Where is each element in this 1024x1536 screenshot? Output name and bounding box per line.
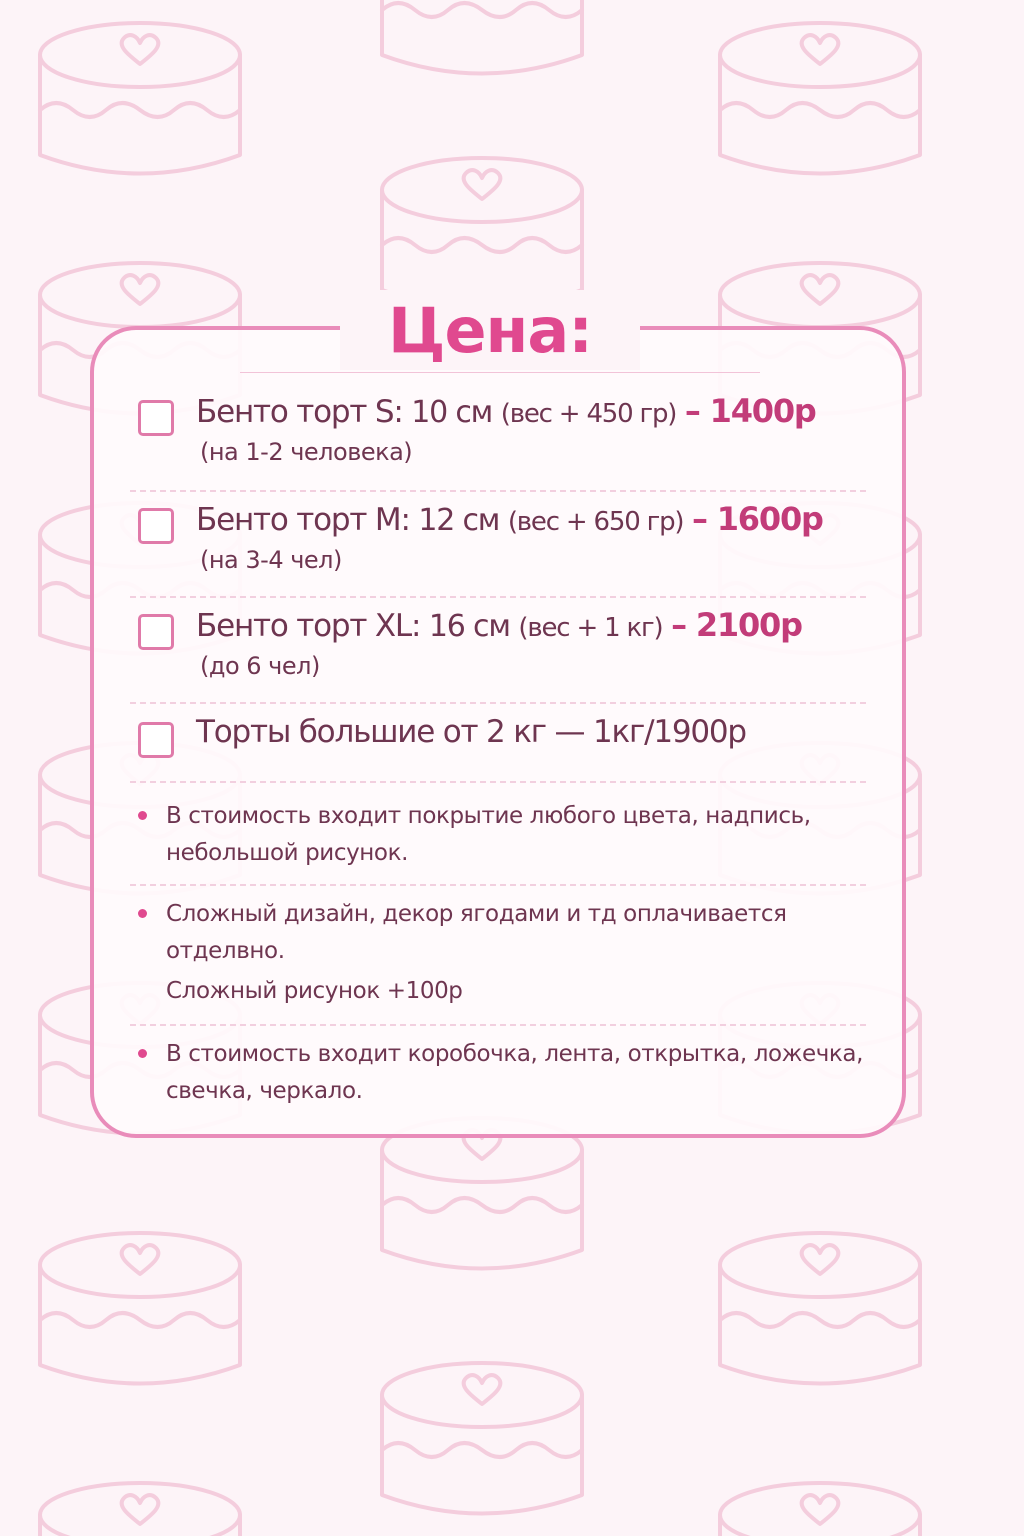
row-divider	[130, 884, 866, 886]
item-weight: (вес + 450 гр)	[500, 399, 677, 429]
checkbox-s[interactable]	[138, 400, 174, 436]
checkbox-m[interactable]	[138, 508, 174, 544]
checkbox-xl[interactable]	[138, 614, 174, 650]
note-text: В стоимость входит коробочка, лента, открытка, ложечка, свечка, черкало.	[166, 1041, 864, 1104]
bullet-icon	[138, 811, 147, 820]
item-price: – 1600р	[692, 500, 823, 538]
cake-icon-3	[720, 23, 920, 174]
item-name: Бенто торт XL:	[196, 608, 421, 644]
cake-icon-13	[382, 1118, 582, 1269]
item-price: – 1400р	[684, 392, 816, 430]
price-line-large	[196, 714, 746, 750]
item-size: 16 см	[428, 609, 510, 644]
item-size: 10 см	[411, 395, 493, 430]
price-line-xl	[196, 606, 802, 644]
checkbox-large[interactable]	[138, 722, 174, 758]
price-line-s	[196, 392, 816, 430]
bullet-icon	[138, 1049, 147, 1058]
row-divider	[130, 702, 866, 704]
title-divider	[240, 372, 760, 373]
cake-icon-16	[382, 1363, 582, 1514]
cake-icon-15	[720, 1233, 920, 1384]
item-price: – 2100р	[671, 606, 802, 644]
row-divider	[130, 490, 866, 492]
note-text: Сложный дизайн, декор ягодами и тд оплачивается отделвно.	[166, 901, 787, 964]
cake-icon-2	[382, 0, 582, 74]
item-name: Бенто торт S:	[196, 394, 403, 430]
cake-icon-4	[382, 158, 582, 309]
page-title: Цена:	[387, 293, 593, 367]
bullet-icon	[138, 909, 147, 918]
cake-icon-14	[40, 1233, 240, 1384]
item-size: 12 см	[418, 503, 500, 538]
row-divider	[130, 596, 866, 598]
cake-icon-17	[40, 1483, 240, 1536]
item-serving-note: (до 6 чел)	[200, 652, 320, 680]
item-name: Торты большие от 2 кг — 1кг/1900р	[196, 714, 746, 750]
item-serving-note: (на 3-4 чел)	[200, 546, 342, 574]
note-text: В стоимость входит покрытие любого цвета, надпись, небольшой рисунок.	[166, 803, 811, 866]
item-name: Бенто торт M:	[196, 502, 410, 538]
item-weight: (вес + 650 гр)	[507, 507, 684, 537]
row-divider	[130, 1024, 866, 1026]
cake-icon-18	[720, 1483, 920, 1536]
item-weight: (вес + 1 кг)	[518, 613, 663, 643]
item-serving-note: (на 1-2 человека)	[200, 438, 413, 466]
price-line-m	[196, 500, 823, 538]
title-area	[340, 290, 640, 370]
cake-icon-1	[40, 23, 240, 174]
row-divider	[130, 781, 866, 783]
note-extra: Сложный рисунок +100р	[166, 978, 463, 1004]
